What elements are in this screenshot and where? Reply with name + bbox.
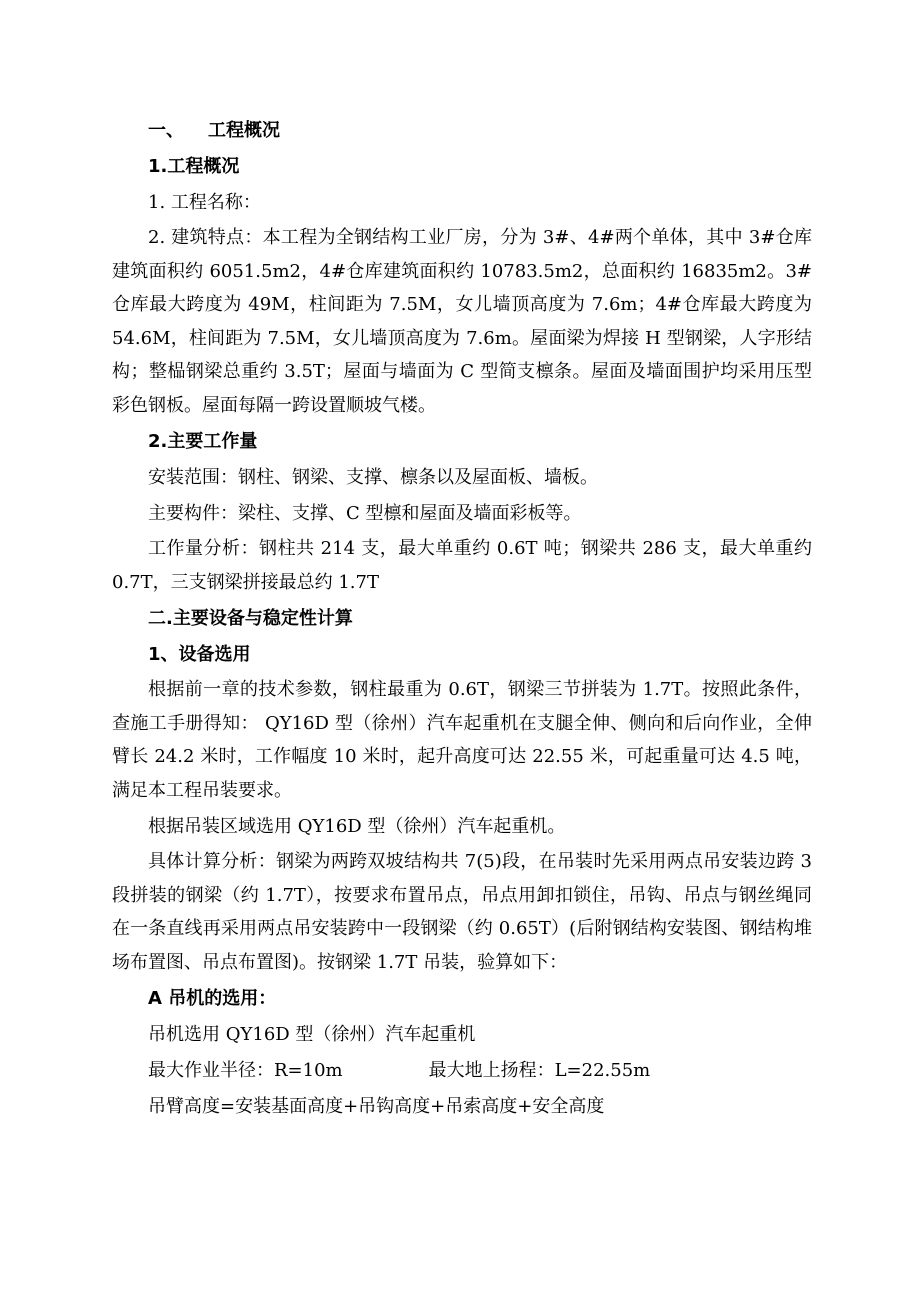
- subheading-project-overview: 1.工程概况: [148, 156, 240, 177]
- section-title: 工程概况: [208, 120, 280, 141]
- building-features-block: [112, 221, 812, 422]
- install-scope-line: 安装范围：钢柱、钢梁、支撑、檩条以及屋面板、墙板。: [148, 467, 598, 488]
- equipment-paragraph: 根据前一章的技术参数，钢柱最重为 0.6T，钢梁三节拼装为 1.7T。按照此条件，查施工手册得知： QY16D 型（徐州）汽车起重机在支腿全伸、侧向和后向作业，全伸臂长 24.2 米时，工作幅度 10 米时，起升高度可达 22.55 米，可起重量可达 4.5 吨，满足本工程吊装要求。: [112, 679, 812, 801]
- section-heading-2: 二.主要设备与稳定性计算: [148, 608, 353, 629]
- document-content: [112, 113, 812, 1125]
- section-number: 一、: [148, 120, 184, 141]
- subheading-crane-selection: A 吊机的选用：: [148, 988, 277, 1009]
- workload-block: [112, 532, 812, 599]
- workload-paragraph: 工作量分析：钢柱共 214 支，最大单重约 0.6T 吨；钢梁共 286 支，最大单重约 0.7T，三支钢梁拼接最总约 1.7T: [112, 538, 812, 593]
- area-select-line: 根据吊装区域选用 QY16D 型（徐州）汽车起重机。: [148, 816, 566, 837]
- boom-formula-line: 吊臂高度=安装基面高度+吊钩高度+吊索高度+安全高度: [148, 1096, 605, 1117]
- project-name-line: 1. 工程名称：: [148, 192, 261, 213]
- max-lift-height: 最大地上扬程：L=22.55m: [428, 1060, 651, 1081]
- subheading-equipment: 1、设备选用: [148, 644, 251, 665]
- calc-paragraph: 具体计算分析：钢梁为两跨双坡结构共 7(5)段，在吊装时先采用两点吊安装边跨 3 段拼装的钢梁（约 1.7T），按要求布置吊点，吊点用卸扣锁住，吊钩、吊点与钢丝绳同在一条直线再采用两点吊安装跨中一段钢梁（约 0.65T）(后附钢结构安装图、钢结构堆场布置图、吊点布置图)。按钢梁 1.7T 吊装，验算如下：: [112, 851, 812, 973]
- crane-select-line: 吊机选用 QY16D 型（徐州）汽车起重机: [148, 1024, 476, 1045]
- max-radius: 最大作业半径：R=10m: [148, 1060, 343, 1081]
- radius-lift-line: [112, 1053, 812, 1089]
- section-heading-1: [112, 113, 812, 149]
- equipment-block: [112, 673, 812, 807]
- calc-block: [112, 845, 812, 979]
- main-members-line: 主要构件：梁柱、支撑、C 型檩和屋面及墙面彩板等。: [148, 503, 582, 524]
- subheading-main-workload: 2.主要工作量: [148, 431, 258, 452]
- building-features-paragraph: 2. 建筑特点：本工程为全钢结构工业厂房，分为 3#、4#两个单体，其中 3#仓库建筑面积约 6051.5m2，4#仓库建筑面积约 10783.5m2，总面积约 16835m2。3#仓库最大跨度为 49M，柱间距为 7.5M，女儿墙顶高度为 7.6m；4#仓库最大跨度为 54.6M，柱间距为 7.5M，女儿墙顶高度为 7.6m。屋面梁为焊接 H 型钢梁，人字形结构；整榀钢梁总重约 3.5T；屋面与墙面为 C 型简支檩条。屋面及墙面围护均采用压型彩色钢板。屋面每隔一跨设置顺坡气楼。: [112, 227, 812, 416]
